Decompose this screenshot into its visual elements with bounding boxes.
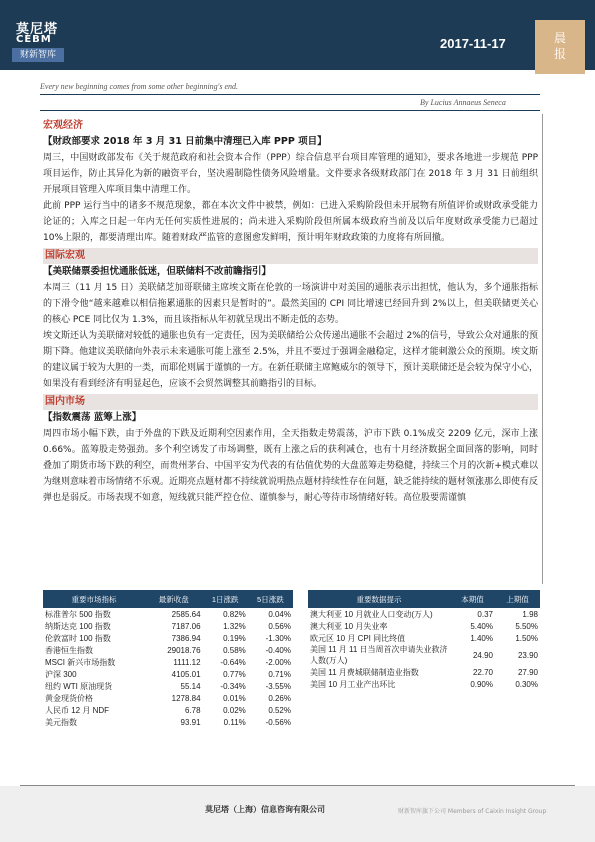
table-cell: 美国 11 月费城联储制造业指数	[310, 667, 419, 677]
paragraph: 此前 PPP 运行当中的诸多不规范现象，都在本次文件中被禁，例如：已进入采购阶段但未开展物有所值评价或财政承受能力论证的；入库之日起一年内无任何实质性进展的；尚未进入采购阶段但所属本级政府当前及以后年度财政承受能力已超过 10%上限的，都要清理出库。随着财政严监管的意图愈发鲜明，预计明年财政政策的力度将有所回撤。	[43, 201, 538, 243]
table-cell: -0.64%	[220, 657, 246, 667]
table-cell: 欧元区 10 月 CPI 同比终值	[310, 633, 406, 643]
section-domestic	[43, 394, 538, 506]
table-cell: MSCI 新兴市场指数	[45, 657, 116, 667]
table-cell: 1.98	[522, 609, 538, 619]
divider	[40, 110, 540, 111]
table-cell: 1.32%	[223, 621, 246, 631]
table-cell: 0.26%	[268, 693, 291, 703]
table-cell: 1.50%	[515, 633, 538, 643]
table-cell: 伦敦富时 100 指数	[45, 633, 111, 643]
table-cell: 0.37	[477, 609, 493, 619]
section-subtitle: 【财政部要求 2018 年 3 月 31 日前集中清理已入库 PPP 项目】	[43, 136, 327, 147]
table-cell: 4105.01	[171, 669, 201, 679]
table-cell: 55.14	[180, 681, 201, 691]
content-border	[542, 114, 543, 584]
logo-chinese: 莫尼塔	[16, 22, 59, 37]
company-logo	[8, 18, 68, 62]
table-cell: 纽约 WTI 原油现货	[45, 681, 113, 691]
report-date: 2017-11-17	[440, 36, 506, 51]
table-row	[308, 620, 540, 632]
table-header-row	[43, 590, 293, 608]
table-row	[308, 644, 540, 666]
table-row	[43, 608, 293, 620]
section-title: 宏观经济	[43, 120, 83, 131]
table-row	[43, 692, 293, 704]
paragraph: 周三，中国财政部发布《关于规范政府和社会资本合作（PPP）综合信息平台项目库管理的通知》，要求各地进一步规范 PPP 项目运作，防止其异化为新的融资平台，坚决遏制隐性债务风险增量。文件要求各级财政部门在 2018 年 3 月 31 日前组织开展项目管理入库项目集中清理工作。	[43, 153, 538, 195]
section-title: 国际宏观	[43, 248, 538, 264]
table-row	[43, 620, 293, 632]
table-cell: 7187.06	[171, 621, 201, 631]
divider	[40, 94, 540, 95]
paragraph: 本周三（11 月 15 日）美联储芝加哥联储主席埃文斯在伦敦的一场演讲中对美国的通胀表示出担忧，他认为，多个通胀指标的下滑令他“越来越难以相信拖累通胀的因素只是暂时的”。最然美国的 CPI 同比增速已经回升到 2%以上，但美联储更关心的核心 PCE 同比仅为 1.3%，而且该指标从年初就呈现出不断走低的态势。	[43, 283, 538, 325]
table-cell: 1278.84	[171, 693, 201, 703]
paragraph: 埃文斯还认为美联储对较低的通胀也负有一定责任，因为美联储给公众传递出通胀不会超过 2%的信号，导致公众对通胀的预期下降。他建议美联储向外表示未来通胀可能上涨至 2.5%，并且不要过于强调金融稳定，这样才能刺激公众的预期。埃文斯的建议属于较为大胆的一类，而耶伦则属于谨慎的一方。在新任联储主席鲍威尔的领导下，预计美联储还是会较为保守小心，如果没有看到经济有明显起色，应该不会贸然调整其前瞻指引的目标。	[43, 331, 539, 389]
table-cell: 标准普尔 500 指数	[45, 609, 111, 619]
table-cell: 24.90	[472, 650, 493, 660]
table-cell: -2.00%	[265, 657, 291, 667]
table-cell: 澳大利亚 10 月就业人口变动(万人)	[310, 609, 433, 619]
table-cell: -3.55%	[265, 681, 291, 691]
section-subtitle: 【指数震荡 蓝筹上涨】	[43, 412, 142, 423]
table-header: 重要市场指标	[43, 590, 145, 608]
table-cell: 澳大利亚 10 月失业率	[310, 621, 388, 631]
section-macro	[43, 118, 538, 246]
logo-subtitle: 财新智库	[12, 48, 64, 62]
page-footer	[0, 786, 595, 842]
table-cell: 香港恒生指数	[45, 645, 93, 655]
footer-note: 财新智库旗下公司 Members of Caixin Insight Group	[398, 808, 547, 815]
table-cell: 0.52%	[268, 705, 291, 715]
table-cell: 1.40%	[470, 633, 493, 643]
data-release-table	[308, 590, 540, 690]
table-row	[308, 608, 540, 620]
section-international	[43, 248, 538, 392]
market-indicators-table	[43, 590, 293, 728]
table-cell: 93.91	[180, 717, 201, 727]
table-header: 1日涨跌	[203, 590, 248, 608]
table-row	[308, 666, 540, 678]
table-header-row	[308, 590, 540, 608]
table-cell: 5.40%	[470, 621, 493, 631]
table-cell: 0.19%	[223, 633, 246, 643]
logo-english: CEBM	[16, 34, 52, 45]
table-cell: 沪深 300	[45, 669, 77, 679]
table-cell: 22.70	[472, 667, 493, 677]
table-cell: 纳斯达克 100 指数	[45, 621, 111, 631]
table-cell: 0.56%	[268, 621, 291, 631]
table-header: 重要数据提示	[308, 590, 450, 608]
table-row	[308, 678, 540, 690]
table-cell: -0.40%	[265, 645, 291, 655]
table-cell: 0.82%	[223, 609, 246, 619]
paragraph: 周四市场小幅下跌，由于外盘的下跌及近期利空因素作用，全天指数走势震荡，沪市下跌 0.1%成交 2209 亿元，深市上涨 0.66%。蓝筹股走势强劲。多个利空诱发了市场调整，既有上涨之后的获利减仓，也有十月经济数据全面回落的影响，同时叠加了期货市场下跌的利空，而贵州茅台、中国平安为代表的有估值优势的大盘蓝筹走势稳健，持续三个月的次新+模式难以为继则意味着市场情绪不乐观。近期亮点题材都不持续就说明热点题材持续性存在问题，缺乏能持续的题材领涨那么即使有反弹也是弱反。市场表现不如意，短线就只能严控仓位、谨慎参与，耐心等待市场情绪好转。高位股要需谨慎	[43, 429, 539, 503]
table-cell: -0.56%	[265, 717, 291, 727]
table-row	[43, 716, 293, 728]
table-cell: 29018.76	[167, 645, 201, 655]
table-cell: 美国 10 月工业产出环比	[310, 679, 396, 689]
table-row	[43, 680, 293, 692]
report-type-flag	[535, 20, 585, 74]
table-cell: 0.58%	[223, 645, 246, 655]
table-cell: 0.71%	[268, 669, 291, 679]
table-cell: 美国 11 月 11 日当周首次申请失业救济人数(万人)	[310, 645, 448, 665]
table-row	[43, 632, 293, 644]
table-cell: 5.50%	[515, 621, 538, 631]
table-row	[43, 704, 293, 716]
section-title: 国内市场	[43, 394, 538, 410]
footer-company-name: 莫尼塔（上海）信息咨询有限公司	[205, 805, 325, 814]
quote-author: By Lucius Annaeus Seneca	[420, 98, 506, 107]
flag-char-1: 晨	[553, 31, 566, 45]
table-cell: 黄金现货价格	[45, 693, 93, 703]
table-cell: 6.78	[184, 705, 201, 715]
table-cell: 23.90	[517, 650, 538, 660]
table-cell: 0.01%	[223, 693, 246, 703]
table-cell: 0.04%	[268, 609, 291, 619]
table-cell: 0.77%	[223, 669, 246, 679]
table-header: 本期值	[450, 590, 495, 608]
report-body	[43, 114, 538, 506]
table-cell: 0.30%	[515, 679, 538, 689]
table-cell: 2585.64	[171, 609, 201, 619]
table-cell: 7386.94	[171, 633, 201, 643]
table-cell: 人民币 12 月 NDF	[45, 705, 110, 715]
table-cell: 美元指数	[45, 717, 77, 727]
table-cell: 1111.12	[173, 657, 201, 667]
table-cell: 0.02%	[223, 705, 246, 715]
table-cell: -0.34%	[220, 681, 246, 691]
table-header: 最新收盘	[145, 590, 203, 608]
table-row	[308, 632, 540, 644]
table-cell: 0.90%	[470, 679, 493, 689]
quote-text: Every new beginning comes from some other beginning's end.	[40, 82, 239, 91]
table-cell: 27.90	[517, 667, 538, 677]
section-subtitle: 【美联储票委担忧通胀低迷，但联储料不改前瞻指引】	[43, 266, 272, 277]
table-row	[43, 644, 293, 656]
table-header: 5日涨跌	[248, 590, 293, 608]
table-row	[43, 668, 293, 680]
table-row	[43, 656, 293, 668]
report-header	[0, 0, 595, 70]
table-cell: -1.30%	[265, 633, 291, 643]
flag-char-2: 报	[553, 47, 566, 61]
table-header: 上期值	[495, 590, 540, 608]
table-cell: 0.11%	[223, 717, 246, 727]
